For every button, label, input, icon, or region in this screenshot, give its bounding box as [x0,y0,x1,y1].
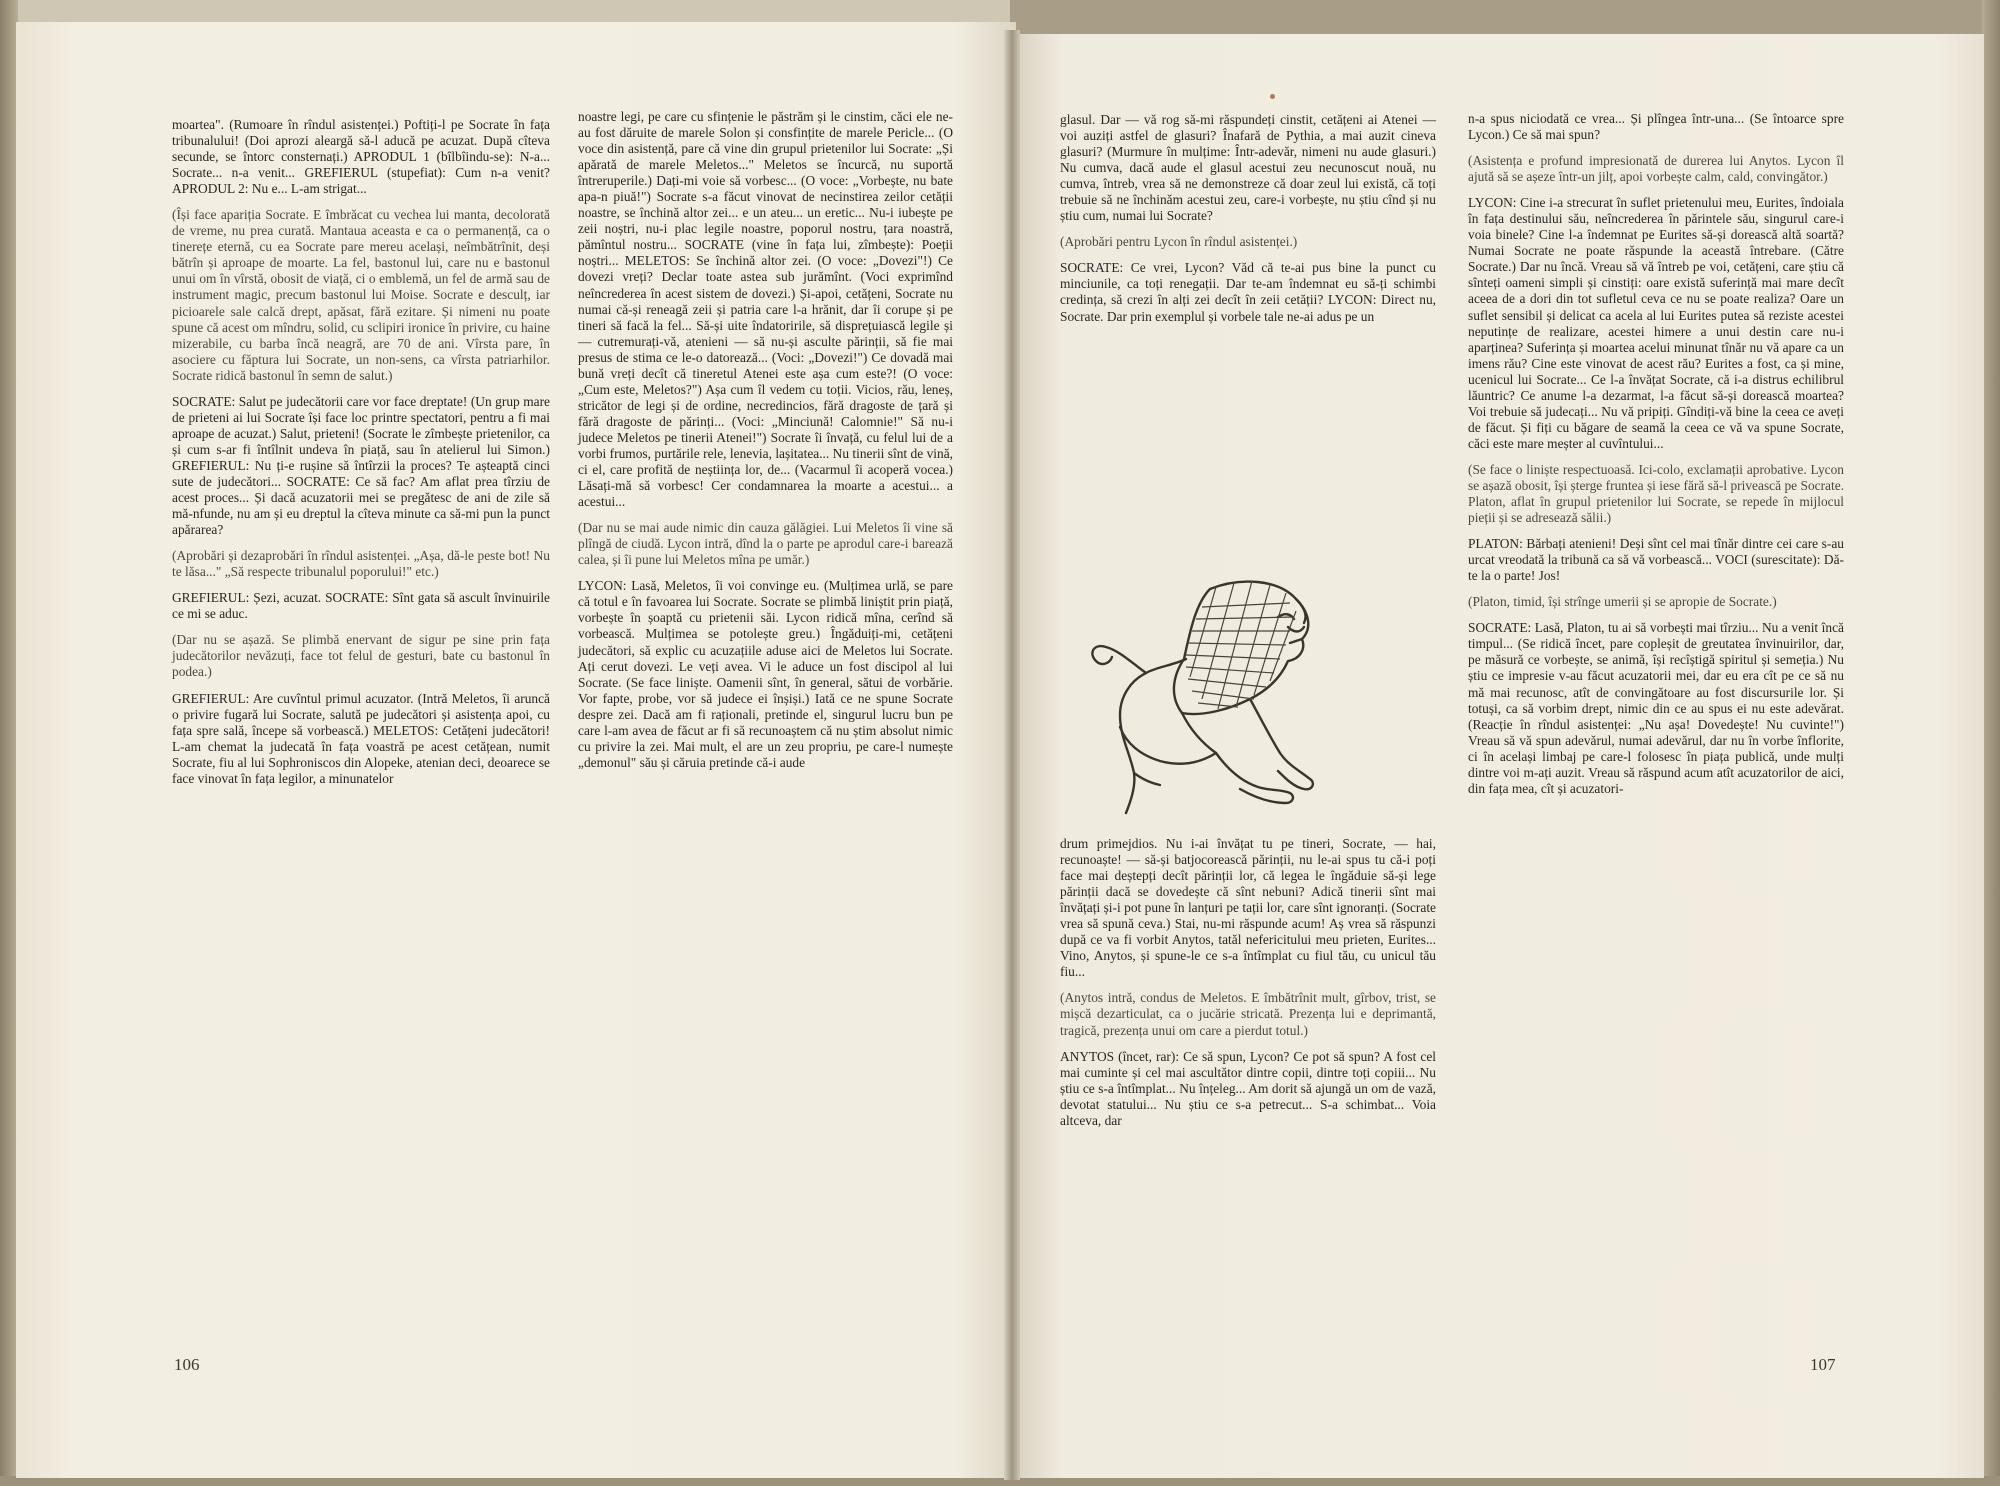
page-number-left: 106 [174,1355,200,1374]
book-cover-top-edge [1010,0,2000,34]
right-page-column-1-bottom [1060,836,1436,1129]
dialogue-paragraph: glasul. Dar — vă rog să-mi răspundeți cinstit, cetățeni ai Atenei — voi auziți astfel de glasuri? Înafară de Pythia, a mai auzit cineva glasuri? (Murmure în mulțime: Într-adevăr, nimeni nu aude glasuri.) Nu cumva, dacă aude el glasul acestui zeu necunoscut nouă, nu cumva, întreb, vrea să ne demonstreze că doar zeul lui există, că toți trebuie să ne închinăm acestui zeu, care-i vorbește, nu știu cînd și nu știu cum, numai lui Socrate? [1060,112,1436,224]
stage-direction: (Își face apariția Socrate. E îmbrăcat cu vechea lui manta, decolorată de vreme, nu prea curată. Mantaua aceasta e ca o permanență, ca o tinerețe eternă, cu ea Socrate pare mereu același, neîmbătrînit, deși bătrîn și aproape de moarte. La fel, bastonul lui, care nu e bastonul unui om în vîrstă, obosit de viață, ci o emblemă, un fel de armă sau de instrument magic, precum bastonul lui Moise. Socrate e desculț, iar picioarele sale calcă drept, apăsat, fără ezitare. Și nimeni nu poate spune că acest om mîndru, solid, cu sclipiri ironice în privire, cu haine mizerabile, cu barba încă neagră, are 70 de ani. Vîrsta pare, în asociere cu făptura lui Socrate, un non-sens, ca vîrsta patriarhilor. Socrate ridică bastonul în semn de salut.) [172,207,550,383]
dialogue-paragraph: LYCON: Lasă, Meletos, îi voi convinge eu. (Mulțimea urlă, se pare că totul e în favoarea lui Socrate. Socrate se plimbă liniștit prin piață, vorbește în șoaptă cu prietenii săi. Lycon ridică mîna, cerînd să vorbească. Mulțimea se potolește greu.) Îngăduiți-mi, cetățeni judecători, să explic cu acuzațiile aduse aici de Meletos lui Socrate. Ați cerut dovezi. Le veți avea. Vi le aduce un fost discipol al lui Socrate. (Se face liniște. Oamenii sînt, în general, sătui de vorbărie. Vor fapte, probe, vor să judece ei înșiși.) Iată ce ne spune Socrate despre zei. Dacă am fi raționali, pretinde el, singurul lucru bun pe care l-am avea de făcut ar fi să recunoaștem că nu știm absolut nimic cu privire la zei. Mai mult, el are un zeu propriu, pe care-l numește „demonul" său și căruia pretinde că-i aude [578,578,953,770]
stage-direction: (Dar nu se așază. Se plimbă enervant de sigur pe sine prin fața judecătorilor nevăzuți, face tot felul de gesturi, bate cu bastonul în podea.) [172,632,550,680]
page-number-right: 107 [1810,1355,1836,1374]
stage-direction: (Dar nu se mai aude nimic din cauza gălăgiei. Lui Meletos îi vine să plîngă de ciudă. Lycon intră, dînd la o parte pe aprodul care-i barează calea, și îi pune lui Meletos mîna pe umăr.) [578,520,953,568]
dialogue-paragraph: PLATON: Bărbați atenieni! Deși sînt cel mai tînăr dintre cei care s-au urcat vreodată la tribună ca să vă vorbească... VOCI (surescitate): Dă-te la o parte! Jos! [1468,536,1844,584]
stage-direction: (Aprobări și dezaprobări în rîndul asistenței. „Așa, dă-le peste bot! Nu te lăsa..." „Să respecte tribunalul poporului!" etc.) [172,548,550,580]
dialogue-paragraph: GREFIERUL: Are cuvîntul primul acuzator. (Intră Meletos, îi aruncă o privire fugară lui Socrate, salută pe judecători și asistența apoi, cu fața spre sală, începe să vorbească.) MELETOS: Cetățeni judecători! L-am chemat la judecată în fața voastră pe acest cetățean, numit Socrate, fiu al lui Sophroniscos din Alopeke, atenian deci, deoarece se face vinovat în fața legilor, a minunatelor [172,690,550,786]
stage-direction: (Se face o liniște respectuoasă. Ici-colo, exclamații aprobative. Lycon se așază obosit, își șterge fruntea și iese fără să-l privească pe Socrate. Platon, aflat în grupul prietenilor lui Socrate, se repede în mijlocul pieții și se adresează sălii.) [1468,461,1844,526]
book-cover-right-edge [1982,0,2000,1486]
dialogue-paragraph: SOCRATE: Lasă, Platon, tu ai să vorbești mai tîrziu... Nu a venit încă timpul... (Se ridică încet, pare copleșit de greutatea învinuirilor, dar, pe măsură ce vorbește, se animă, își recîștigă spiritul și semeția.) Nu știu ce impresie v-au făcut acuzatorii mei, dar eu era cît pe ce să nu mă mai recunosc, atît de convingătoare au fost discursurile lor. Și totuși, ca să vorbim drept, nimic din ce au spus ei nu este adevărat. (Reacție în rîndul asistenței: „Nu așa! Dovedește! Nu cuvinte!") Vreau să vă spun adevărul, numai adevărul, dar nu în vorbe înflorite, ci în același limbaj pe care-l folosesc în piața publică, unde mulți dintre voi m-ați auzit. Vreau să răspund acum atît acuzatorilor de aici, din fața mea, cît și acuzatori- [1468,620,1844,796]
lion-drawing [1090,567,1320,825]
left-page-column-1 [172,117,550,787]
stage-direction: (Platon, timid, își strînge umerii și se apropie de Socrate.) [1468,594,1777,610]
right-page-column-2 [1468,111,1844,797]
dialogue-paragraph: SOCRATE: Salut pe judecătorii care vor face dreptate! (Un grup mare de prieteni ai lui Socrate își face loc printre spectatori, pentru a fi mai aproape de acuzat.) Salut, prieteni! (Socrate le zîmbește prietenilor, ca și cum s-ar fi întîlnit undeva în piață, sau în atelierul lui Simon.) GREFIERUL: Nu ți-e rușine să întîrzii la proces? Te așteaptă cinci sute de judecători... SOCRATE: Ce să fac? Am aflat prea tîrziu de acest proces... Și dacă acuzatorii mei se pregătesc de ani de zile să mă-nfunde, nu am și eu dreptul la cîteva minute ca să-mi pun la punct apărarea? [172,393,550,538]
dialogue-paragraph: noastre legi, pe care cu sfințenie le păstrăm și le cinstim, căci ele ne-au fost dăruite de marele Solon și consfințite de marele Pericle... (O voce din asistență, pare că vine din grupul prietenilor lui Socrate: „Și apărată de marele Meletos..." Meletos se încurcă, nu suportă întreruperile.) Dați-mi voie să vorbesc... (O voce: „Vorbește, nu bate apa-n piuă!") Socrate s-a făcut vinovat de necinstirea zeilor cetății noastre, se închină altor zei... e un ateu... un eretic... Nu-i iubește pe zeii noștri, nu-i plac legile noastre, poporul nostru, țara noastră, pămîntul nostru... SOCRATE (vine în fața lui, zîmbește): Poeții noștri... MELETOS: Se închină altor zei. (O voce: „Dovezi"!) Ce dovezi vreți? Declar toate astea sub jurămînt. (Voci exprimînd neîncrederea în acest sistem de dovezi.) Și-apoi, cetățeni, Socrate nu numai că-și reneagă zeii și patria care l-a hrănit, dar îi corupe și pe tineri să facă la fel... Să-și uite îndatoririle, să disprețuiască legile și — cutremurați-vă, atenieni — să nu-și asculte părinții, să fie mai presus de stima ce le-o datorează... (Voci: „Dovezi!") Ce dovadă mai bună vreți decît că tineretul Atenei este așa cum este?! (O voce: „Cum este, Meletos?") Așa cum îl vedem cu toții. Vicios, rău, leneș, stricător de legi și de ordine, necredincios, fără dragoste de țară și fără dragoste de părinți... (Voci: „Minciună! Calomnie!" Să nu-i judece Meletos pe tinerii Atenei!") Socrate îi învață, cu felul lui de a vorbi frumos, purtările rele, lenevia, lașitatea... Nu tinerii sînt de vină, ci el, care profită de neștiința lor, de... (Vacarmul îi acoperă vocea.) Lăsați-mă să vorbesc! Cer condamnarea la moarte a acestui... a acestui... [578,109,953,510]
dialogue-paragraph: LYCON: Cine i-a strecurat în suflet prietenului meu, Eurites, îndoiala în fața destinului său, neîncrederea în părintele său, singurul care-i voia binele? Cine l-a îndemnat pe Eurites să-și dorească altă soartă? Numai Socrate ne poate răspunde la această întrebare. (Către Socrate.) Dar nu încă. Vreau să vă întreb pe voi, cetățeni, care știu că sînteți oameni simpli și cinstiți: oare există suferință mai mare decît aceea de a dori din tot sufletul ceva ce nu se poate realiza? Oare un suflet sensibil și delicat ca acela al lui Eurites putea să reziste acestei neputințe de realizare, acestei himere a unui destin care nu-i aparținea? Suferința și moartea acelui minunat tînăr nu vă apare ca un imens rău? Cine este vinovat de acest rău? Eurites a fost, ca și mine, ucenicul lui Socrate... Ce l-a învățat Socrate, că i-a distrus echilibrul lăuntric? Ce anume l-a dezarmat, l-a făcut să-și dorească moartea? Voi trebuie să judecați... Nu vă pripiți. Gîndiți-vă bine la ceea ce aveți de făcut. Și fiți cu băgare de seamă la ceea ce vă va spune Socrate, căci este mare meșter al cuvîntului... [1468,195,1844,451]
stage-direction: (Aprobări pentru Lycon în rîndul asistenței.) [1060,234,1298,250]
left-page-column-2 [578,109,953,771]
book-gutter [1004,30,1020,1480]
stage-direction: (Asistența e profund impresionată de durerea lui Anytos. Lycon îl ajută să se așeze într-un jilț, apoi vorbește calm, cald, convingător.) [1468,153,1844,185]
dialogue-paragraph: n-a spus niciodată ce vrea... Și plîngea într-una... (Se întoarce spre Lycon.) Ce să mai spun? [1468,111,1844,143]
dialogue-paragraph: drum primejdios. Nu i-ai învățat tu pe tineri, Socrate, — hai, recunoaște! — să-și batjocorească părinții, nu le-ai spus tu că-i poți face mai deștepți decît părinții lor, că legea le îngăduie să-și lege părinții dacă se dovedește că sînt nebuni? Adică tinerii sînt mai învățați și-i pot pune în lanțuri pe tații lor, care sînt ignoranți. (Socrate vrea să spună ceva.) Stai, nu-mi răspunde acum! Aș vrea să răspunzi după ce va fi vorbit Anytos, tatăl nefericitului meu prieten, Eurites... Vino, Anytos, și spune-le ce s-a întîmplat cu fiul tău, cu unicul tău fiu... [1060,836,1436,980]
dialogue-paragraph: GREFIERUL: Șezi, acuzat. SOCRATE: Sînt gata să ascult învinuirile ce mi se aduc. [172,590,550,622]
dialogue-paragraph: moartea". (Rumoare în rîndul asistenței.) Poftiți-l pe Socrate în fața tribunalului! (Doi aprozi aleargă să-l aducă pe acuzat. După cîteva secunde, se întorc consternați.) APRODUL 1 (bîlbîindu-se): N-a... Socrate... n-a venit... GREFIERUL (stupefiat): Cum n-a venit? APRODUL 2: Nu e... L-am strigat... [172,117,550,197]
ink-dot [1270,94,1275,99]
dialogue-paragraph: SOCRATE: Ce vrei, Lycon? Văd că te-ai pus bine la punct cu minciunile, ca toți renegații. Dar te-am îndemnat eu să-ți schimbi credința, să crezi în alți zei decît în zeii cetății? LYCON: Direct nu, Socrate. Dar prin exemplul și vorbele tale ne-ai adus pe un [1060,260,1436,324]
dialogue-paragraph: ANYTOS (încet, rar): Ce să spun, Lycon? Ce pot să spun? A fost cel mai cuminte și cel mai ascultător dintre copii, dintre toți copiii... Nu știu ce s-a întîmplat... Nu înțeleg... Am dorit să ajungă un om de vază, devotat statului... Nu știu ce s-a petrecut... S-a schimbat... Voia altceva, dar [1060,1048,1436,1128]
right-page-column-1-top [1060,112,1436,325]
stage-direction: (Anytos intră, condus de Meletos. E îmbătrînit mult, gîrbov, trist, se mișcă dezarticulat, ca o jucărie stricată. Prezența lui e deprimantă, tragică, prezența unui om care a pierdut totul.) [1060,990,1436,1038]
